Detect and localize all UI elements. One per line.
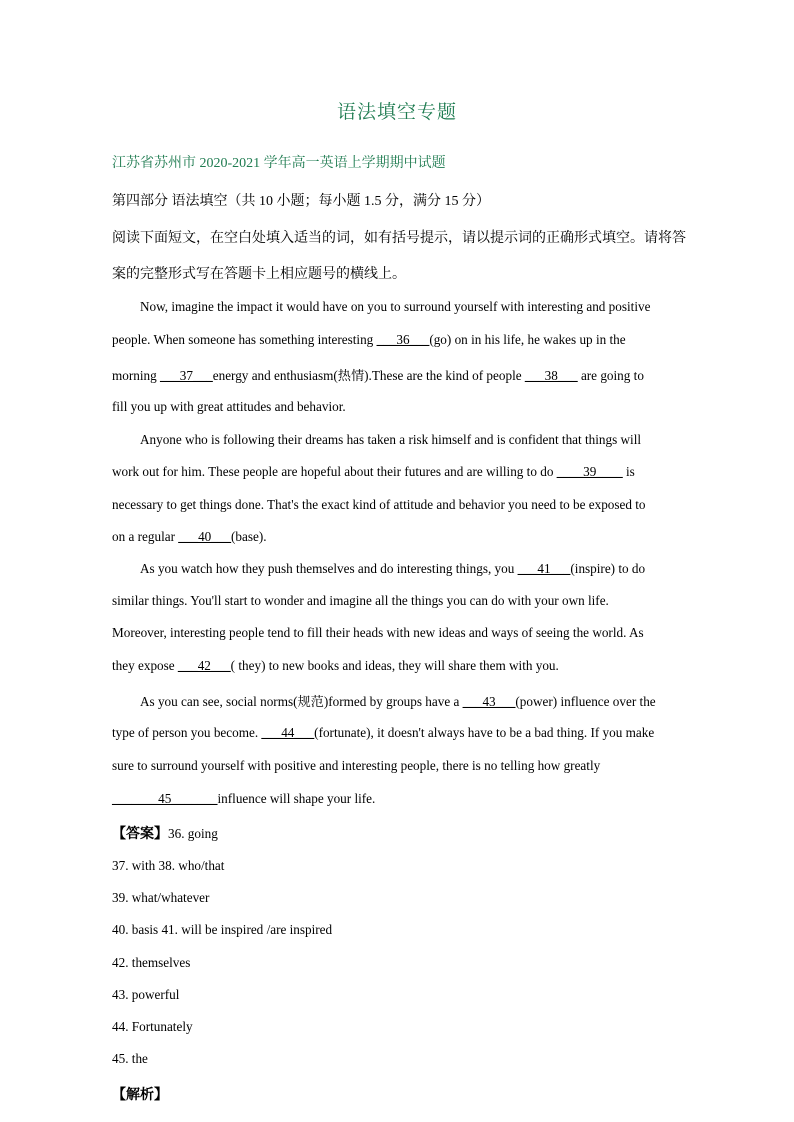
passage-line: Moreover, interesting people tend to fill their heads with new ideas and ways of seeing the world. As (112, 625, 644, 640)
blank-40: ___40___ (178, 529, 232, 544)
exam-source: 江苏省苏州市 2020-2021 学年高一英语上学期期中试题 (112, 156, 446, 171)
analysis-label: 【解析】 (112, 1088, 168, 1103)
passage-line: _______45_______influence will shape your life. (112, 791, 376, 806)
passage-line: they expose ___42___( they) to new books and ideas, they will share them with you. (112, 658, 559, 673)
blank-44: ___44___ (261, 725, 315, 740)
blank-36: ___36___ (376, 332, 430, 347)
instruction-line-1: 阅读下面短文，在空白处填入适当的词，如有括号提示，请以提示词的正确形式填空。请将答 (112, 231, 686, 246)
passage-line: fill you up with great attitudes and behavior. (112, 399, 346, 414)
passage-line: necessary to get things done. That's the exact kind of attitude and behavior you need to be exposed to (112, 497, 646, 512)
passage-line: work out for him. These people are hopeful about their futures and are willing to do ____39____ is (112, 464, 635, 479)
blank-43: ___43___ (462, 694, 516, 709)
blank-41: ___41___ (517, 561, 571, 576)
blank-42: ___42___ (177, 658, 231, 673)
passage-line: As you can see, social norms(规范)formed by groups have a ___43___(power) influence over the (140, 694, 656, 709)
passage-line: As you watch how they push themselves and do interesting things, you ___41___(inspire) to do (140, 561, 646, 576)
section-header: 第四部分 语法填空（共 10 小题；每小题 1.5 分，满分 15 分） (112, 194, 490, 209)
answer-line: 37. with 38. who/that (112, 858, 225, 873)
answer-line: 【答案】36. going (112, 826, 218, 842)
answer-line: 43. powerful (112, 987, 180, 1002)
passage-line: people. When someone has something interesting ___36___(go) on in his life, he wakes up in the (112, 332, 626, 347)
answer-line: 42. themselves (112, 955, 191, 970)
answer-label: 【答案】 (112, 827, 168, 842)
passage-line: morning ___37___energy and enthusiasm(热情).These are the kind of people ___38___ are going to (112, 368, 644, 383)
answer-line: 40. basis 41. will be inspired /are inspired (112, 922, 333, 937)
passage-line: sure to surround yourself with positive and interesting people, there is no telling how greatly (112, 758, 601, 773)
instruction-line-2: 案的完整形式写在答题卡上相应题号的横线上。 (112, 267, 406, 282)
passage-line: type of person you become. ___44___(fortunate), it doesn't always have to be a bad thing. If you make (112, 725, 655, 740)
answer-line: 45. the (112, 1051, 148, 1066)
blank-37: ___37___ (160, 368, 213, 383)
answer-line: 39. what/whatever (112, 890, 210, 905)
document-title: 语法填空专题 (336, 102, 457, 123)
passage-line: Now, imagine the impact it would have on you to surround yourself with interesting and positive (140, 299, 651, 314)
blank-45: _______45_______ (112, 791, 218, 806)
passage-line: on a regular ___40___(base). (112, 529, 267, 544)
passage-line: Anyone who is following their dreams has taken a risk himself and is confident that things will (140, 432, 642, 447)
passage-line: similar things. You'll start to wonder and imagine all the things you can do with your own life. (112, 593, 609, 608)
answer-line: 44. Fortunately (112, 1019, 193, 1034)
blank-38: ___38___ (524, 368, 578, 383)
blank-39: ____39____ (556, 464, 623, 479)
